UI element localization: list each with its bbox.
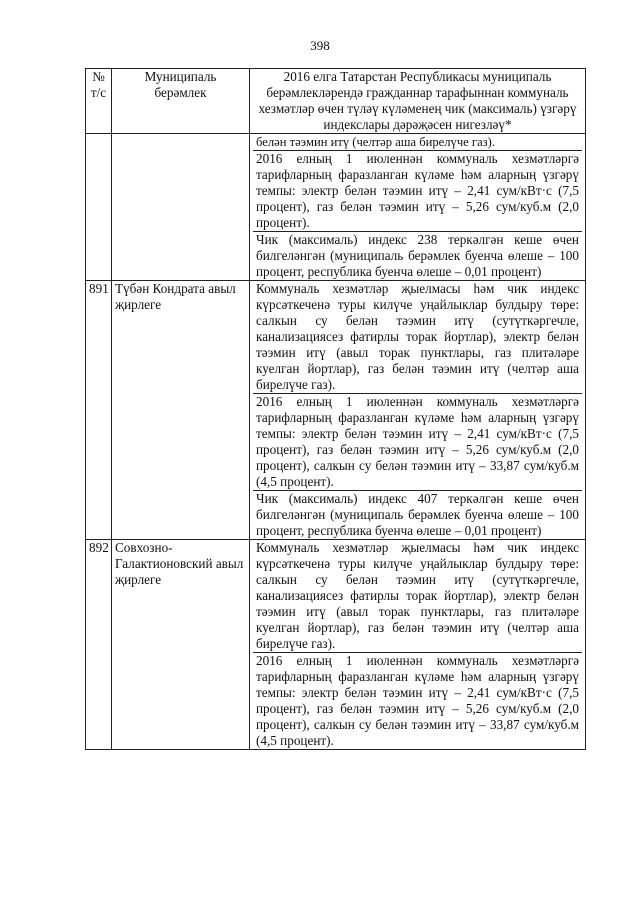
row-paragraph: 2016 елның 1 июленнән коммуналь хезмәтләргә тарифларның фаразланган күләме һәм аларның үзгәрү темпы: электр белән тәэмин итү – 2,41 сум/кВт·с (7,5 процент), газ белән тәэмин итү – 5,26 сум/куб.м (2,0 процент), салкын су белән тәэмин итү – 33,87 сум/куб.м (4,5 процент). bbox=[256, 653, 579, 748]
row-description bbox=[250, 540, 586, 750]
row-municipality: Совхозно-Галактионовский авыл җирлеге bbox=[112, 540, 250, 750]
table-header-row bbox=[86, 69, 586, 134]
row-municipality bbox=[112, 134, 250, 281]
row-paragraph: Коммуналь хезмәтләр җыелмасы һәм чик индекс күрсәткеченә туры килүче уңайлыклар булдыру төре: салкын су белән тәэмин итү (сутүткәргечле, канализациясез фатирлы торак йортлар), электр белән тәэмин итү (авыл торак пунктлары, газ плитәләре куелган йортлар), газ белән тәэмин итү (челтәр аша бирелүче газ). bbox=[253, 540, 582, 653]
row-number: 892 bbox=[86, 540, 112, 750]
table-row bbox=[86, 134, 586, 281]
row-municipality: Түбән Кондрата авыл җирлеге bbox=[112, 281, 250, 540]
header-description: 2016 елга Татарстан Республикасы муниципаль берәмлекләрендә гражданнар тарафыннан коммуналь хезмәтләр өчен түләү күләменең чик (максималь) үзгәрү индекслары дәрәҗәсен нигезләү* bbox=[250, 69, 586, 134]
row-paragraph: Коммуналь хезмәтләр җыелмасы һәм чик индекс күрсәткеченә туры килүче уңайлыклар булдыру төре: салкын су белән тәэмин итү (сутүткәргечле, канализациясез фатирлы торак йортлар), электр белән тәэмин итү (авыл торак пунктлары, газ плитәләре куелган йортлар), газ белән тәэмин итү (челтәр аша бирелүче газ). bbox=[253, 281, 582, 394]
header-number: № т/с bbox=[86, 69, 112, 134]
row-number: 891 bbox=[86, 281, 112, 540]
row-paragraph: Чик (максималь) индекс 407 теркәлгән кеше өчен билгеләнгән (муниципаль берәмлек буенча өлеше – 100 процент, республика буенча өлеше – 0,01 процент) bbox=[256, 491, 579, 538]
row-number bbox=[86, 134, 112, 281]
table-row bbox=[86, 281, 586, 540]
row-description bbox=[250, 134, 586, 281]
page-number: 398 bbox=[310, 38, 330, 53]
table-row bbox=[86, 540, 586, 750]
row-paragraph: 2016 елның 1 июленнән коммуналь хезмәтләргә тарифларның фаразланган күләме һәм аларның үзгәрү темпы: электр белән тәэмин итү – 2,41 сум/кВт·с (7,5 процент), газ белән тәэмин итү – 5,26 сум/куб.м (2,0 процент), салкын су белән тәэмин итү – 33,87 сум/куб.м (4,5 процент). bbox=[253, 394, 582, 491]
row-paragraph: Чик (максималь) индекс 238 теркәлгән кеше өчен билгеләнгән (муниципаль берәмлек буенча өлеше – 100 процент, республика буенча өлеше – 0,01 процент) bbox=[256, 232, 579, 279]
row-paragraph: 2016 елның 1 июленнән коммуналь хезмәтләргә тарифларның фаразланган күләме һәм аларның үзгәрү темпы: электр белән тәэмин итү – 2,41 сум/кВт·с (7,5 процент), газ белән тәэмин итү – 5,26 сум/куб.м (2,0 процент). bbox=[253, 151, 582, 232]
header-municipality: Муниципаль берәмлек bbox=[112, 69, 250, 134]
tariff-table bbox=[85, 68, 586, 750]
row-description bbox=[250, 281, 586, 540]
row-paragraph: белән тәэмин итү (челтәр аша бирелүче газ). bbox=[253, 134, 582, 151]
